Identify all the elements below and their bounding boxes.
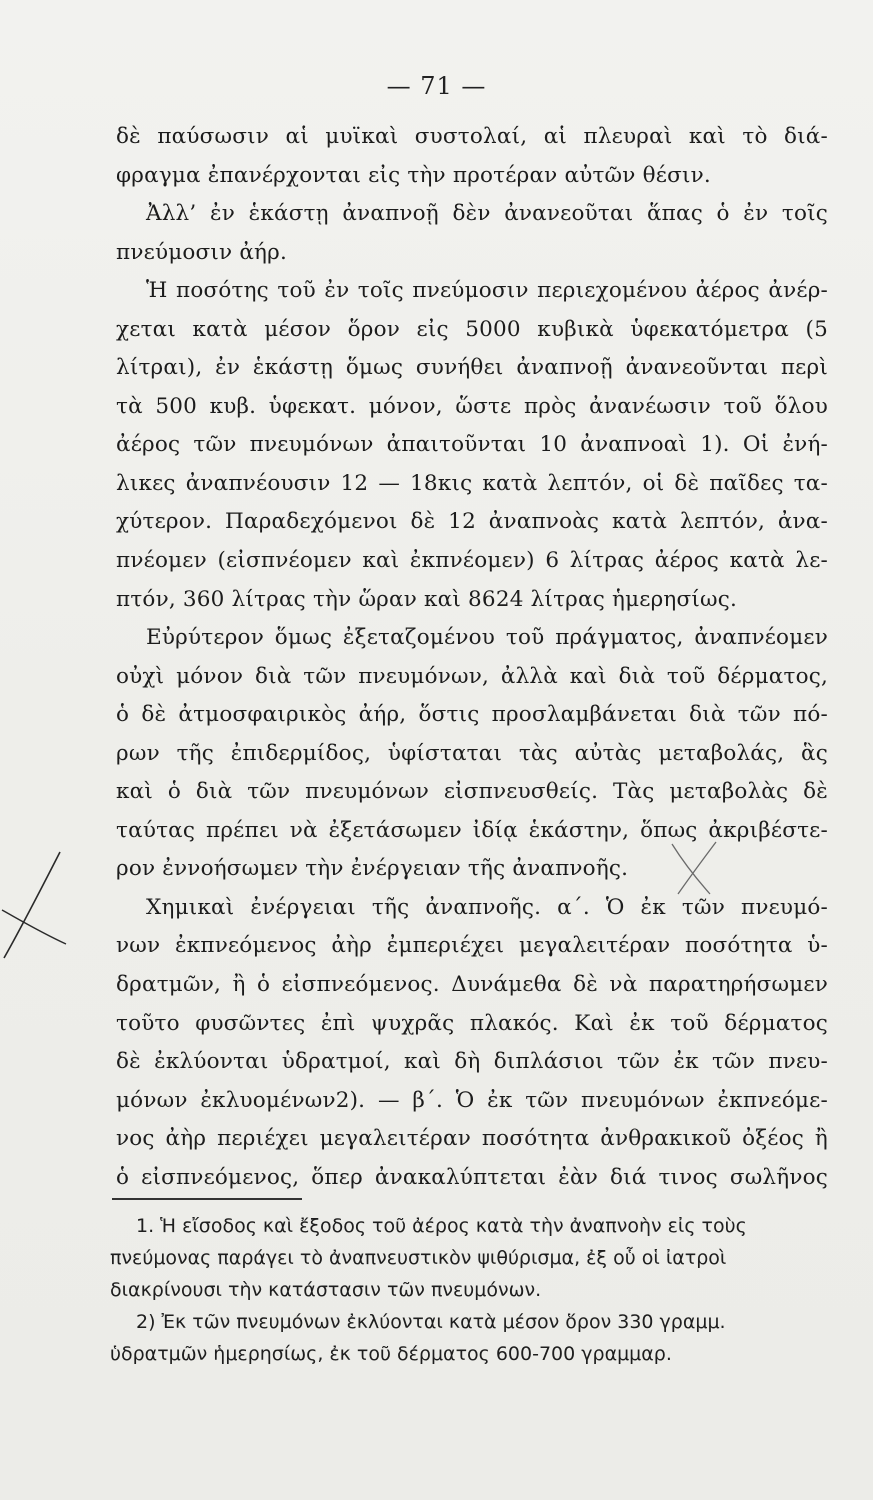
text-line: ρον ἐννοήσωμεν τὴν ἐνέργειαν τῆς ἀναπνοῆς. <box>116 856 629 882</box>
text-line: ταύτας πρέπει νὰ ἐξετάσωμεν ἰδίᾳ ἑκάστην, ὅπως ἀκριβέστε- <box>116 817 828 843</box>
text-line: ρων τῆς ἐπιδερμίδος, ὑφίσταται τὰς αὐτὰς μεταβολάς, ἃς <box>116 740 828 766</box>
text-line: πνεύμοσιν ἀήρ. <box>116 239 288 265</box>
text-line: τὰ 500 κυβ. ὑφεκατ. μόνον, ὥστε πρὸς ἀνανέωσιν τοῦ ὅλου <box>116 393 828 419</box>
main-text <box>116 118 828 1197</box>
text-line: δρατμῶν, ἢ ὁ εἰσπνεόμενος. Δυνάμεθα δὲ νὰ παρατηρήσωμεν <box>116 972 828 998</box>
text-line: Εὐρύτερον ὅμως ἐξεταζομένου τοῦ πράγματος, ἀναπνέομεν <box>146 625 828 651</box>
text-line: ἀέρος τῶν πνευμόνων ἀπαιτοῦνται 10 ἀναπνοαὶ 1). Οἱ ἐνή- <box>116 432 828 458</box>
text-line: χεται κατὰ μέσον ὅρον εἰς 5000 κυβικὰ ὑφεκατόμετρα (5 <box>116 316 828 342</box>
text-line: νος ἀὴρ περιέχει μεγαλειτέραν ποσότητα ἀνθρακικοῦ ὀξέος ἢ <box>116 1126 828 1152</box>
text-line: ὁ εἰσπνεόμενος, ὅπερ ἀνακαλύπτεται ἐὰν διά τινος σωλῆνος <box>116 1164 828 1190</box>
footnotes <box>110 1210 822 1370</box>
page-number: — 71 — <box>386 72 487 100</box>
text-line: φραγμα ἐπανέρχονται εἰς τὴν προτέραν αὐτῶν θέσιν. <box>116 162 711 188</box>
text-line: οὐχὶ μόνον διὰ τῶν πνευμόνων, ἀλλὰ καὶ διὰ τοῦ δέρματος, <box>116 663 828 689</box>
footnote-divider <box>112 1198 302 1200</box>
text-line: Ἡ ποσότης τοῦ ἐν τοῖς πνεύμοσιν περιεχομένου ἀέρος ἀνέρ- <box>146 278 828 304</box>
text-line: μόνων ἐκλυομένων2). — β΄. Ὁ ἐκ τῶν πνευμόνων ἐκπνεόμε- <box>116 1087 828 1113</box>
text-line: νων ἐκπνεόμενος ἀὴρ ἐμπεριέχει μεγαλειτέραν ποσότητα ὑ- <box>116 933 828 959</box>
text-line: δὲ παύσωσιν αἱ μυϊκαὶ συστολαί, αἱ πλευραὶ καὶ τὸ διά- <box>116 124 828 149</box>
text-line: καὶ ὁ διὰ τῶν πνευμόνων εἰσπνευσθείς. Τὰς μεταβολὰς δὲ <box>116 779 828 805</box>
footnote-line: 1. Ἡ εἴσοδος καὶ ἔξοδος τοῦ ἀέρος κατὰ τὴν ἀναπνοὴν εἰς τοὺς <box>136 1215 747 1237</box>
text-line: ὁ δὲ ἀτμοσφαιρικὸς ἀήρ, ὅστις προσλαμβάνεται διὰ τῶν πό- <box>116 702 828 728</box>
footnote-line: διακρίνουσι τὴν κατάστασιν τῶν πνευμόνων. <box>110 1279 542 1301</box>
text-line: τοῦτο φυσῶντες ἐπὶ ψυχρᾶς πλακός. Καὶ ἐκ τοῦ δέρματος <box>116 1010 828 1036</box>
text-line: λικες ἀναπνέουσιν 12 — 18κις κατὰ λεπτόν, οἱ δὲ παῖδες τα- <box>116 470 828 496</box>
footnote-line: πνεύμονας παράγει τὸ ἀναπνευστικὸν ψιθύρισμα, ἐξ οὗ οἱ ἰατροὶ <box>110 1247 727 1269</box>
text-line: πτόν, 360 λίτρας τὴν ὥραν καὶ 8624 λίτρας ἡμερησίως. <box>116 586 738 612</box>
text-line: λίτραι), ἐν ἑκάστῃ ὅμως συνήθει ἀναπνοῇ ἀνανεοῦνται περὶ <box>116 355 828 381</box>
text-line: πνέομεν (εἰσπνέομεν καὶ ἐκπνέομεν) 6 λίτρας ἀέρος κατὰ λε- <box>116 548 828 574</box>
text-line: χύτερον. Παραδεχόμενοι δὲ 12 ἀναπνοὰς κατὰ λεπτόν, ἀνα- <box>116 509 828 535</box>
handwritten-cross-mark-left <box>0 840 70 970</box>
footnote-line: 2) Ἐκ τῶν πνευμόνων ἐκλύονται κατὰ μέσον ὅρον 330 γραμμ. <box>136 1311 726 1333</box>
footnote-line: ὑδρατμῶν ἡμερησίως, ἐκ τοῦ δέρματος 600-700 γραμμαρ. <box>110 1343 672 1365</box>
text-line: Χημικαὶ ἐνέργειαι τῆς ἀναπνοῆς. α΄. Ὁ ἐκ τῶν πνευμό- <box>146 894 828 920</box>
text-line: Ἀλλ’ ἐν ἑκάστῃ ἀναπνοῇ δὲν ἀνανεοῦται ἅπας ὁ ἐν τοῖς <box>146 201 828 227</box>
text-line: δὲ ἐκλύονται ὑδρατμοί, καὶ δὴ διπλάσιοι τῶν ἐκ τῶν πνευ- <box>116 1049 828 1075</box>
